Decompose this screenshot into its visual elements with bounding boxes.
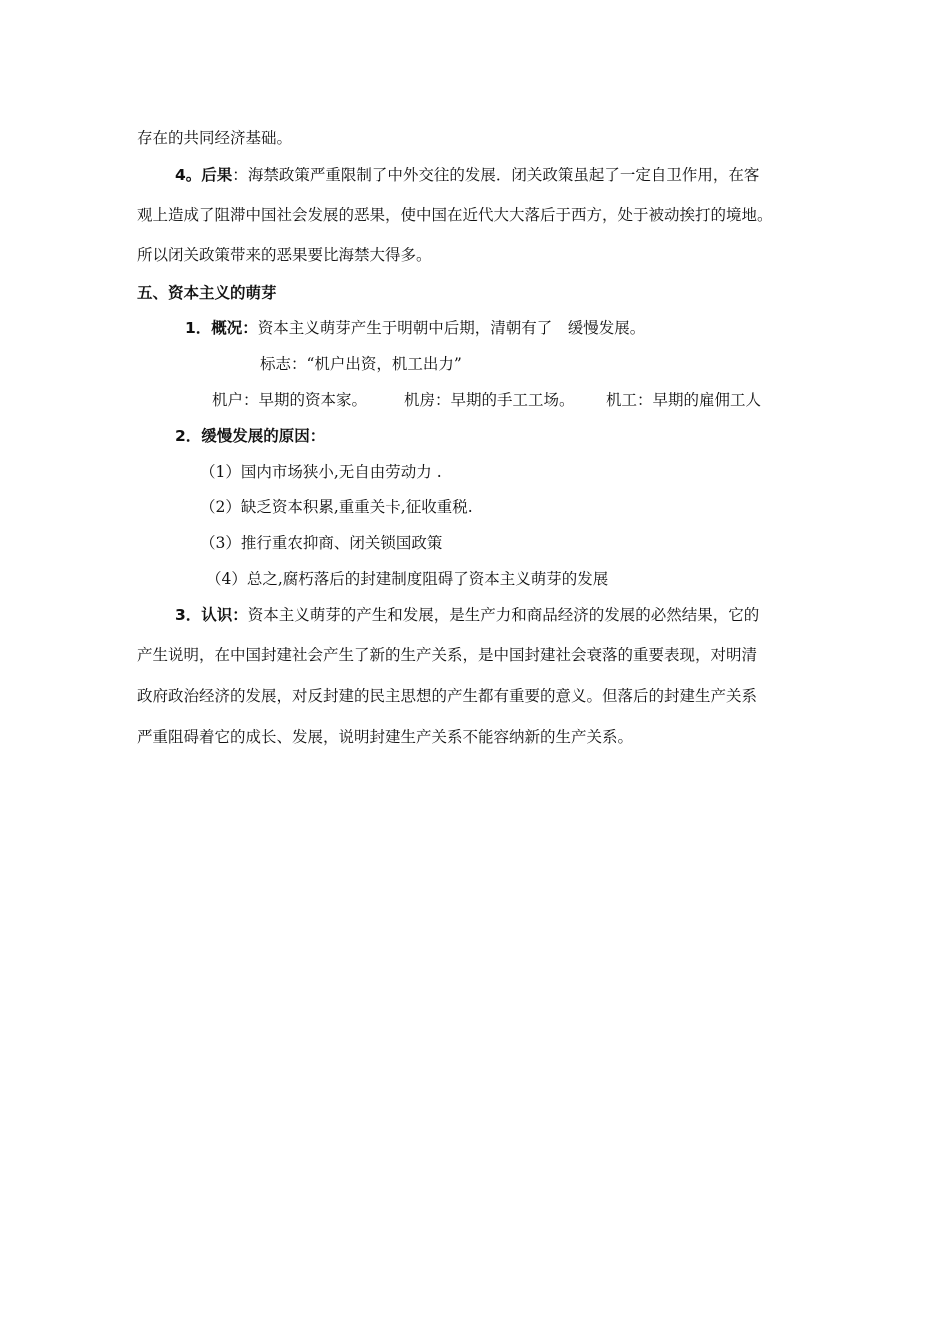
consequence-line-3: 所以闭关政策带来的恶果要比海禁大得多。 — [137, 246, 432, 264]
consequence-colon: ： — [232, 166, 248, 184]
consequence-text-1: 海禁政策严重限制了中外交往的发展．闭关政策虽起了一定自卫作用，在客 — [247, 166, 760, 184]
understanding-line-1 — [175, 605, 759, 625]
understanding-line-2: 产生说明，在中国封建社会产生了新的生产关系，是中国封建社会衰落的重要表现，对明清 — [137, 646, 758, 664]
reasons-label: 2．缓慢发展的原因： — [175, 427, 326, 445]
overview-text: 资本主义萌芽产生于明朝中后期，清朝有了 缓慢发展。 — [257, 319, 646, 337]
section-5-title: 五、资本主义的萌芽 — [137, 284, 277, 302]
understanding-text-1: 资本主义萌芽的产生和发展，是生产力和商品经济的发展的必然结果，它的 — [247, 606, 760, 624]
paragraph-continuation: 存在的共同经济基础。 — [137, 129, 293, 147]
reason-item-2: （2）缺乏资本积累,重重关卡,征收重税. — [200, 498, 473, 516]
overview-line — [185, 318, 645, 338]
consequence-line-2: 观上造成了阻滞中国社会发展的恶果，使中国在近代大大落后于西方，处于被动挨打的境地。 — [137, 206, 773, 224]
reason-item-4: （4）总之,腐朽落后的封建制度阻碍了资本主义萌芽的发展 — [206, 570, 609, 588]
understanding-line-4: 严重阻碍着它的成长、发展，说明封建生产关系不能容纳新的生产关系。 — [137, 728, 634, 746]
consequence-line-1 — [175, 165, 759, 185]
consequence-label: 4。后果 — [175, 166, 233, 184]
overview-def-1: 机户：早期的资本家。 — [212, 391, 368, 409]
understanding-line-3: 政府政治经济的发展，对反封建的民主思想的产生都有重要的意义。但落后的封建生产关系 — [137, 687, 758, 705]
reason-item-3: （3）推行重农抑商、闭关锁国政策 — [200, 534, 443, 552]
understanding-label: 3．认识： — [175, 606, 248, 624]
overview-label: 1．概况： — [185, 319, 258, 337]
overview-sign: 标志：“机户出资，机工出力” — [260, 355, 462, 373]
overview-def-3: 机工：早期的雇佣工人 — [606, 391, 762, 409]
reason-item-1: （1）国内市场狭小,无自由劳动力 . — [200, 463, 442, 481]
overview-def-2: 机房：早期的手工工场。 — [404, 391, 575, 409]
